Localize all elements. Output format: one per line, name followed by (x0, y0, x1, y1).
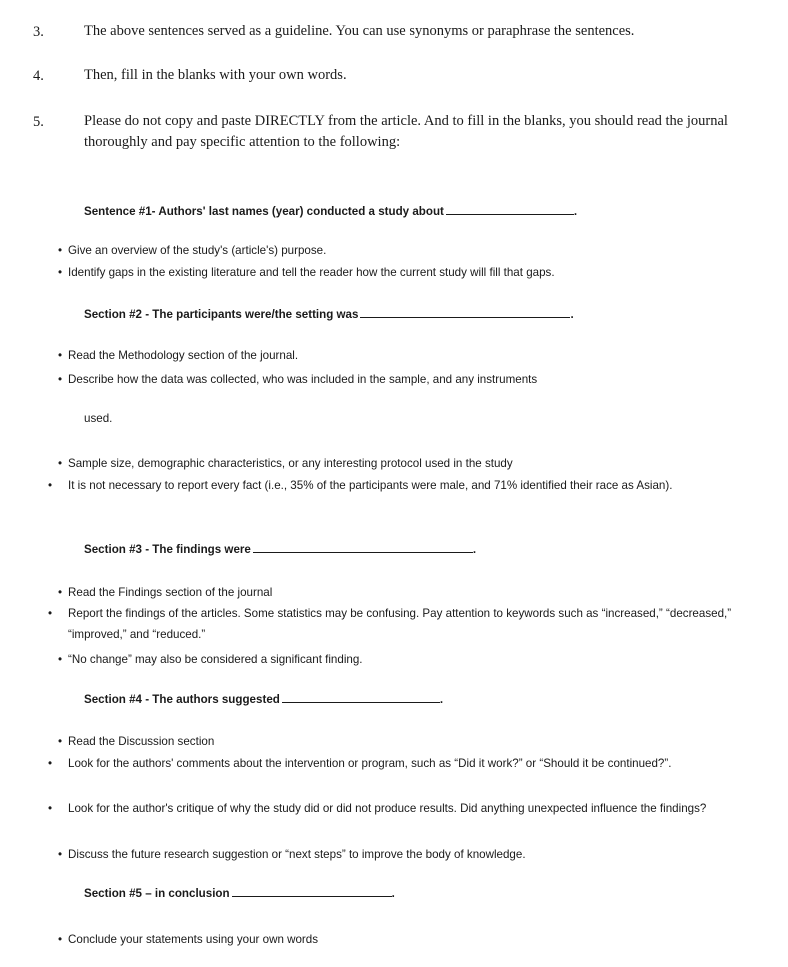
instruction-text: Please do not copy and paste DIRECTLY from the article. And to fill in the blanks, you should read the journal thoroughly and pay specific attention to the following: (84, 113, 728, 150)
section-1-heading: Sentence #1- Authors' last names (year) conducted a study about . (84, 205, 578, 218)
list-item: • It is not necessary to report every fact (i.e., 35% of the participants were male, and 71% identified their race as Asian). (48, 479, 673, 492)
list-item: • Sample size, demographic characteristics, or any interesting protocol used in the study (58, 457, 513, 470)
list-item: • Look for the author's critique of why the study did or did not produce results. Did anything unexpected influence the findings? (48, 802, 707, 815)
section-heading-text: Sentence #1- Authors' last names (year) conducted a study about (84, 205, 444, 218)
instruction-text: The above sentences served as a guideline. You can use synonyms or paraphrase the sentences. (84, 23, 635, 39)
instruction-number: 3. (33, 24, 44, 40)
fill-in-blank[interactable] (253, 541, 473, 553)
list-item: • Give an overview of the study's (article's) purpose. (58, 244, 327, 257)
section-heading-text: Section #5 – in conclusion (84, 887, 230, 900)
list-item: • Describe how the data was collected, who was included in the sample, and any instruments (58, 373, 538, 386)
fill-in-blank[interactable] (282, 691, 440, 703)
instruction-number: 5. (33, 114, 44, 130)
list-item: • Read the Methodology section of the journal. (58, 349, 299, 362)
list-item: • Conclude your statements using your own words (58, 933, 319, 946)
list-item: • Read the Findings section of the journal (58, 586, 273, 599)
instruction-number: 4. (33, 68, 44, 84)
list-item: • Read the Discussion section (58, 735, 215, 748)
section-4-heading: Section #4 - The authors suggested . (84, 693, 444, 706)
section-heading-text: Section #2 - The participants were/the setting was (84, 308, 359, 321)
continuation-text: used. (84, 412, 113, 425)
list-item: • “No change” may also be considered a significant finding. (58, 653, 363, 666)
instruction-text: Then, fill in the blanks with your own words. (84, 67, 347, 83)
list-item: • Identify gaps in the existing literature and tell the reader how the current study will fill that gaps. (58, 266, 555, 279)
section-heading-text: Section #3 - The findings were (84, 543, 251, 556)
fill-in-blank[interactable] (446, 203, 574, 215)
section-3-heading: Section #3 - The findings were . (84, 543, 477, 556)
section-5-heading: Section #5 – in conclusion . (84, 887, 395, 900)
list-item: • Report the findings of the articles. Some statistics may be confusing. Pay attention to keywords such as “increased,” “decreased,” “improved,” and “reduced.” (48, 607, 732, 641)
section-2-heading: Section #2 - The participants were/the setting was . (84, 308, 574, 321)
fill-in-blank[interactable] (232, 885, 392, 897)
fill-in-blank[interactable] (360, 306, 570, 318)
section-heading-text: Section #4 - The authors suggested (84, 693, 280, 706)
list-item: • Discuss the future research suggestion or “next steps” to improve the body of knowledge. (58, 848, 526, 861)
list-item: • Look for the authors' comments about the intervention or program, such as “Did it work?” or “Should it be continued?”. (48, 757, 672, 770)
